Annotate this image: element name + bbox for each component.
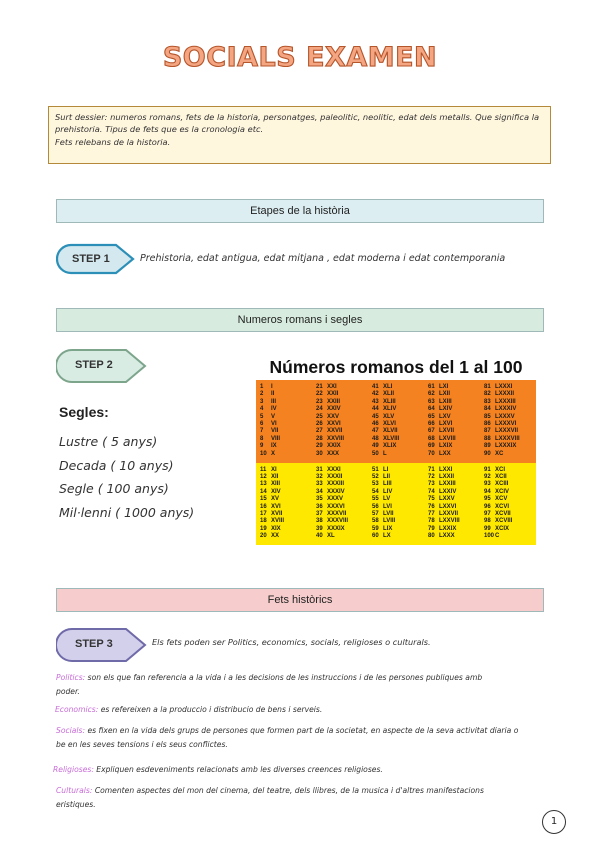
- roman-entry: 13 XIII: [260, 481, 281, 488]
- roman-entry: 48 XLVIII: [372, 435, 400, 442]
- roman-entry: 69 LXIX: [428, 443, 453, 450]
- roman-entry: 94 XCIV: [484, 488, 510, 495]
- roman-entry: 41 XLI: [372, 384, 393, 390]
- roman-entry: 53 LIII: [372, 481, 392, 488]
- fact-text: Comenten aspectes del mon del cinema, del teatre, dels llibres, de la musica i d'altres manifestacions: [92, 786, 484, 795]
- fact-term: Politics:: [56, 673, 86, 682]
- roman-entry: 10 X: [260, 450, 276, 457]
- roman-entry: 80 LXXX: [428, 533, 455, 540]
- roman-entry: 16 XVI: [260, 503, 281, 510]
- roman-entry: 3 III: [260, 398, 277, 405]
- step-3-badge: [56, 627, 148, 663]
- roman-entry: 25 XXV: [316, 413, 340, 420]
- roman-entry: 7 VII: [260, 428, 279, 435]
- step-label: STEP 2: [75, 359, 113, 371]
- roman-entry: 76 LXXVI: [428, 503, 457, 510]
- step-1-text: Prehistoria, edat antigua, edat mitjana , edat moderna i edat contemporania: [140, 253, 506, 264]
- fact-culturals: [56, 784, 556, 812]
- step-3-text: Els fets poden ser Politics, economics, socials, religioses o culturals.: [152, 637, 431, 647]
- roman-entry: 99 XCIX: [484, 525, 510, 532]
- roman-entry: 65 LXV: [428, 413, 451, 420]
- roman-entry: 89 LXXXIX: [484, 443, 517, 450]
- roman-entry: 74 LXXIV: [428, 488, 457, 495]
- roman-entry: 9 IX: [260, 443, 277, 450]
- page-title: SOCIALS EXAMEN: [162, 42, 438, 73]
- roman-numerals-table: [256, 380, 536, 545]
- roman-entry: 92 XCII: [484, 473, 507, 480]
- fact-term: Economics:: [55, 705, 99, 714]
- segle-item: Decada ( 10 anys): [59, 458, 174, 473]
- roman-entry: 91 XCI: [484, 466, 506, 473]
- roman-entry: 22 XXII: [316, 391, 339, 398]
- roman-block: [312, 380, 368, 463]
- roman-entry: 64 LXIV: [428, 406, 453, 413]
- roman-entry: 33 XXXIII: [316, 481, 345, 488]
- roman-entry: 88 LXXXVIII: [484, 435, 520, 442]
- exam-note: [48, 106, 551, 164]
- fact-text-cont: poder.: [56, 687, 80, 696]
- roman-entry: 78 LXXVIII: [428, 518, 460, 525]
- roman-entry: 32 XXXII: [316, 473, 343, 480]
- segle-item: Segle ( 100 anys): [59, 481, 169, 496]
- section-romans: Numeros romans i segles: [56, 308, 544, 332]
- roman-entry: 14 XIV: [260, 488, 281, 495]
- roman-entry: 12 XII: [260, 473, 279, 480]
- roman-entry: 34 XXXIV: [316, 488, 345, 495]
- roman-block: [424, 463, 480, 546]
- roman-entry: 100C: [484, 533, 500, 540]
- note-line: prehistoria. Tipus de fets que es la cronologia etc.: [55, 124, 264, 135]
- roman-entry: 71 LXXI: [428, 466, 453, 473]
- fact-text-cont: eristiques.: [56, 800, 96, 809]
- roman-table-title: Números romanos del 1 al 100: [269, 357, 523, 377]
- roman-entry: 63 LXIII: [428, 398, 452, 405]
- roman-entry: 58 LVIII: [372, 518, 396, 525]
- roman-entry: 26 XXVI: [316, 421, 341, 427]
- roman-entry: 28 XXVIII: [316, 435, 345, 442]
- roman-entry: 31 XXXI: [316, 466, 341, 473]
- roman-entry: 5 V: [260, 413, 276, 420]
- roman-entry: 18 XVIII: [260, 518, 285, 525]
- roman-entry: 70 LXX: [428, 450, 451, 457]
- roman-block: [256, 380, 312, 463]
- fact-economics: [55, 703, 555, 717]
- section-etapes: Etapes de la història: [56, 199, 544, 223]
- note-line: Surt dessier: numeros romans, fets de la historia, personatges, paleolitic, neolitic, edat dels metalls. Que significa la: [55, 112, 540, 122]
- roman-entry: 23 XXIII: [316, 398, 341, 405]
- roman-entry: 21 XXI: [316, 384, 337, 390]
- roman-entry: 39 XXXIX: [316, 525, 345, 532]
- roman-entry: 83 LXXXIII: [484, 398, 516, 405]
- roman-entry: 59 LIX: [372, 525, 393, 532]
- roman-entry: 15 XV: [260, 496, 280, 503]
- segle-item: Lustre ( 5 anys): [59, 434, 158, 449]
- roman-block: [480, 380, 536, 463]
- roman-block: [424, 380, 480, 463]
- roman-block: [480, 463, 536, 546]
- fact-text-cont: be en les seves tensions i els seus conflictes.: [56, 740, 228, 749]
- roman-entry: 62 LXII: [428, 391, 451, 398]
- roman-entry: 11 XI: [260, 466, 277, 473]
- section-fets: Fets històrics: [56, 588, 544, 612]
- roman-entry: 29 XXIX: [316, 443, 341, 450]
- roman-entry: 54 LIV: [372, 488, 393, 495]
- roman-entry: 1 I: [260, 384, 273, 390]
- roman-entry: 75 LXXV: [428, 496, 455, 503]
- roman-entry: 93 XCIII: [484, 481, 509, 488]
- step-label: STEP 1: [72, 253, 110, 265]
- fact-term: Socials:: [56, 726, 86, 735]
- roman-entry: 79 LXXIX: [428, 525, 457, 532]
- roman-entry: 44 XLIV: [372, 406, 397, 413]
- roman-entry: 42 XLII: [372, 391, 395, 398]
- roman-entry: 47 XLVII: [372, 428, 398, 435]
- step-label: STEP 3: [75, 638, 113, 650]
- step-2-badge: [56, 348, 148, 384]
- roman-entry: 82 LXXXII: [484, 391, 515, 398]
- roman-entry: 8 VIII: [260, 435, 281, 442]
- page-number: 1: [542, 810, 566, 834]
- roman-entry: 49 XLIX: [372, 443, 397, 450]
- roman-entry: 77 LXXVII: [428, 510, 459, 517]
- roman-entry: 30 XXX: [316, 450, 340, 457]
- roman-entry: 36 XXXVI: [316, 503, 345, 510]
- roman-entry: 68 LXVIII: [428, 435, 456, 442]
- fact-text: Expliquen esdeveniments relacionats amb les diverses creences religioses.: [93, 765, 383, 774]
- roman-block: [368, 463, 424, 546]
- fact-politics: [56, 671, 556, 699]
- roman-entry: 4 IV: [260, 406, 277, 413]
- roman-entry: 81 LXXXI: [484, 384, 513, 390]
- note-line: Fets relebans de la historia.: [55, 136, 171, 147]
- roman-entry: 56 LVI: [372, 503, 392, 510]
- roman-entry: 61 LXI: [428, 384, 449, 390]
- roman-entry: 51 LI: [372, 466, 389, 473]
- roman-entry: 35 XXXV: [316, 496, 344, 503]
- roman-entry: 40 XL: [316, 533, 335, 540]
- roman-entry: 86 LXXXVI: [484, 421, 517, 427]
- fact-text: es refereixen a la produccio i distribucio de bens i serveis.: [98, 705, 323, 714]
- roman-entry: 37 XXXVII: [316, 510, 347, 517]
- fact-text: son els que fan referencia a la vida i a les decisions de les instruccions i de les persones publiques amb: [85, 673, 483, 682]
- roman-entry: 55 LV: [372, 496, 391, 503]
- roman-block: [256, 463, 312, 546]
- roman-entry: 96 XCVI: [484, 503, 510, 510]
- roman-entry: 60 LX: [372, 533, 391, 540]
- roman-entry: 87 LXXXVII: [484, 428, 519, 435]
- roman-entry: 66 LXVI: [428, 421, 453, 427]
- roman-entry: 19 XIX: [260, 525, 281, 532]
- fact-religioses: [53, 763, 553, 777]
- roman-entry: 73 LXXIII: [428, 481, 456, 488]
- roman-entry: 85 LXXXV: [484, 413, 515, 420]
- roman-entry: 84 LXXXIV: [484, 406, 517, 413]
- roman-entry: 24 XXIV: [316, 406, 341, 413]
- roman-entry: 17 XVII: [260, 510, 283, 517]
- roman-entry: 2 II: [260, 391, 275, 398]
- roman-entry: 20 XX: [260, 533, 280, 540]
- roman-block: [368, 380, 424, 463]
- roman-entry: 57 LVII: [372, 510, 394, 517]
- roman-entry: 27 XXVII: [316, 428, 343, 435]
- roman-entry: 46 XLVI: [372, 421, 396, 427]
- roman-entry: 52 LII: [372, 473, 390, 480]
- roman-entry: 98 XCVIII: [484, 518, 513, 525]
- roman-entry: 6 VI: [260, 421, 277, 427]
- roman-entry: 45 XLV: [372, 413, 395, 420]
- roman-entry: 95 XCV: [484, 496, 508, 503]
- roman-entry: 67 LXVII: [428, 428, 455, 435]
- roman-entry: 97 XCVII: [484, 510, 511, 517]
- segle-item: Mil·lenni ( 1000 anys): [59, 505, 195, 520]
- roman-entry: 50 L: [372, 450, 387, 457]
- roman-block: [312, 463, 368, 546]
- fact-term: Religioses:: [53, 765, 94, 774]
- fact-term: Culturals:: [56, 786, 93, 795]
- roman-entry: 72 LXXII: [428, 473, 455, 480]
- roman-entry: 38 XXXVIII: [316, 518, 349, 525]
- segles-title: Segles:: [59, 404, 109, 420]
- roman-entry: 90 XC: [484, 450, 504, 457]
- roman-entry: 43 XLIII: [372, 398, 396, 405]
- step-1-badge: [56, 243, 136, 275]
- fact-text: es fixen en la vida dels grups de persones que formen part de la societat, en aspecte de la seva activitat diaria o: [85, 726, 519, 735]
- fact-socials: [56, 724, 556, 752]
